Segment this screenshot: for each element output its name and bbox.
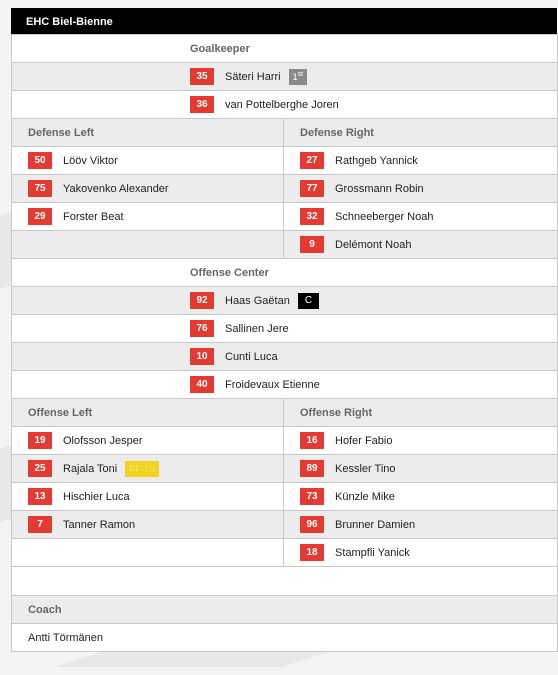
table-row: [12, 511, 558, 539]
player-number: 7: [28, 516, 52, 533]
player-name[interactable]: Lööv Viktor: [63, 154, 118, 167]
defense-header-row: [12, 119, 558, 147]
player-name[interactable]: Sallinen Jere: [225, 322, 289, 335]
table-row: [12, 231, 558, 259]
defense-right-heading: Defense Right: [300, 126, 374, 139]
goalkeeper-header-row: [12, 35, 558, 63]
player-name[interactable]: Rathgeb Yannick: [335, 154, 418, 167]
player-number: 75: [28, 180, 52, 197]
table-row: [12, 63, 558, 91]
player-number: 10: [190, 348, 214, 365]
player-name[interactable]: Yakovenko Alexander: [63, 182, 169, 195]
player-name[interactable]: Künzle Mike: [335, 490, 395, 503]
table-row: [12, 483, 558, 511]
table-row: [12, 455, 558, 483]
offense-left-heading: Offense Left: [28, 406, 93, 419]
player-number: 96: [300, 516, 324, 533]
captain-badge: C: [298, 293, 319, 309]
player-name[interactable]: Brunner Damien: [335, 518, 416, 531]
player-number: 40: [190, 376, 214, 393]
coach-header-row: [12, 596, 558, 624]
table-row: [12, 147, 558, 175]
player-name[interactable]: Schneeberger Noah: [335, 210, 434, 223]
player-number: 19: [28, 432, 52, 449]
table-row: [12, 175, 558, 203]
first-goalie-badge: 1st: [289, 69, 307, 85]
player-number: 13: [28, 488, 52, 505]
offense-center-heading: Offense Center: [190, 266, 269, 279]
player-number: 35: [190, 68, 214, 85]
player-name[interactable]: Hofer Fabio: [335, 434, 393, 447]
player-name[interactable]: Rajala Toni: [63, 462, 118, 475]
player-number: 29: [28, 208, 52, 225]
defense-left-heading: Defense Left: [28, 126, 95, 139]
player-name[interactable]: Hischier Luca: [63, 490, 130, 503]
offense-header-row: [12, 399, 558, 427]
player-name[interactable]: Cunti Luca: [225, 350, 278, 363]
coach-name[interactable]: Antti Törmänen: [28, 631, 104, 644]
player-name[interactable]: Olofsson Jesper: [63, 434, 143, 447]
table-row: [12, 315, 558, 343]
player-name[interactable]: Delémont Noah: [335, 238, 412, 251]
pfts-badge: PF-TS: [125, 461, 159, 477]
table-row: [12, 427, 558, 455]
player-number: 89: [300, 460, 324, 477]
table-row: [12, 91, 558, 119]
player-number: 27: [300, 152, 324, 169]
offense-right-heading: Offense Right: [300, 406, 373, 419]
player-name[interactable]: Forster Beat: [63, 210, 124, 223]
player-number: 9: [300, 236, 324, 253]
lineup-table: [11, 34, 558, 652]
player-number: 92: [190, 292, 214, 309]
offense-center-header-row: [12, 259, 558, 287]
player-name[interactable]: Kessler Tino: [335, 462, 396, 475]
table-row: [12, 287, 558, 315]
player-number: 76: [190, 320, 214, 337]
empty-row: [12, 567, 558, 596]
player-name[interactable]: Froidevaux Etienne: [225, 378, 320, 391]
player-number: 18: [300, 544, 324, 561]
table-row: [12, 203, 558, 231]
player-number: 25: [28, 460, 52, 477]
player-number: 16: [300, 432, 324, 449]
coach-heading: Coach: [28, 603, 62, 616]
player-number: 36: [190, 96, 214, 113]
team-header: EHC Biel-Bienne: [11, 8, 557, 34]
player-name[interactable]: van Pottelberghe Joren: [225, 98, 339, 111]
lineup-panel: [11, 8, 557, 652]
player-name[interactable]: Grossmann Robin: [335, 182, 424, 195]
player-name[interactable]: Stampfli Yanick: [335, 546, 410, 559]
goalkeeper-heading: Goalkeeper: [190, 42, 250, 55]
player-name[interactable]: Haas Gaëtan: [225, 294, 290, 307]
coach-row: [12, 624, 558, 652]
player-name[interactable]: Säteri Harri: [225, 70, 281, 83]
player-number: 50: [28, 152, 52, 169]
player-name[interactable]: Tanner Ramon: [63, 518, 136, 531]
table-row: [12, 343, 558, 371]
table-row: [12, 371, 558, 399]
player-number: 73: [300, 488, 324, 505]
table-row: [12, 539, 558, 567]
player-number: 32: [300, 208, 324, 225]
player-number: 77: [300, 180, 324, 197]
